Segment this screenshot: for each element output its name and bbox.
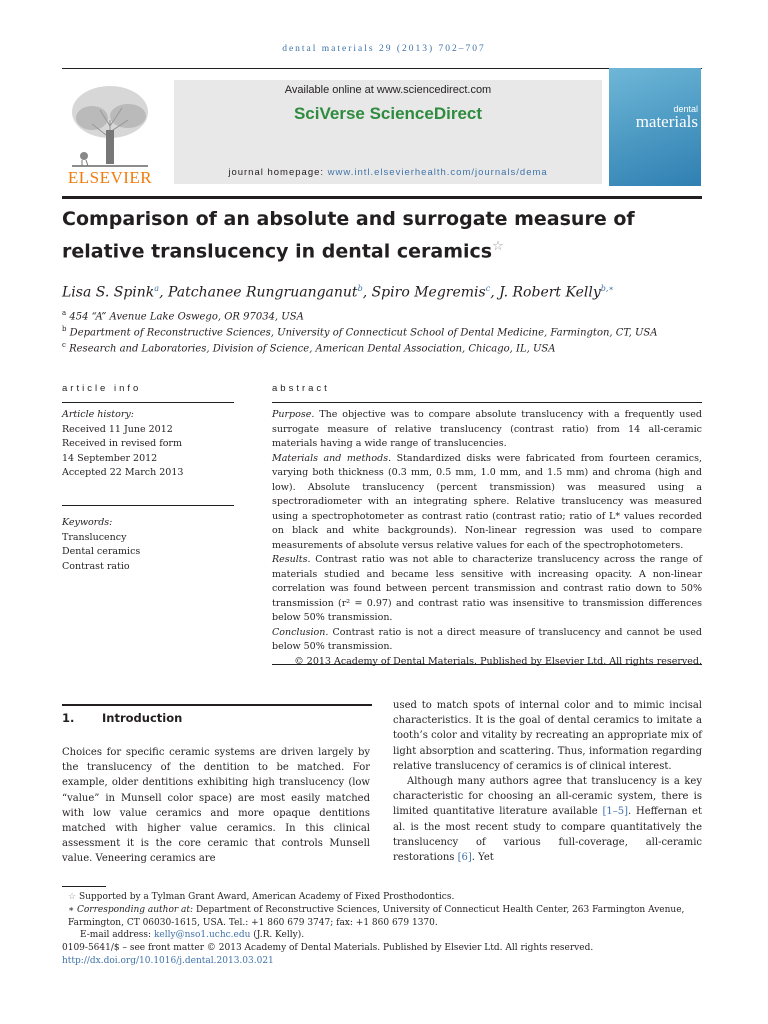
methods-text: Standardized disks were fabricated from fourteen ceramics, varying both thickness (0.3 mm, 0.5 mm, 1.0 mm, and 1.5 mm) and chroma (high and low). Absolute translucency (percent transmission) was measured using a spectroradiometer with an integrating sphere. Relative translucency was measured using a spectrophotometer as contrast ratio (contrast ratio; ratio of L* values recorded on black and white backgrounds). Non-linear regression was used to compare measurements of absolute versus relative values for each of the spectrophotometers.: [272, 452, 702, 551]
article-info-heading: article info: [62, 383, 142, 394]
author-name: Lisa S. Spink: [62, 284, 155, 301]
section-heading: [62, 711, 372, 725]
section-title: Introduction: [102, 711, 183, 725]
author-affil-mark[interactable]: c: [485, 284, 491, 293]
cover-dental-label: dental: [673, 104, 698, 114]
author-sep: ,: [362, 284, 372, 301]
article-title-text: Comparison of an absolute and surrogate measure of relative translucency in dental ceramics: [62, 208, 635, 263]
keywords-block: [62, 516, 242, 574]
title-footnote-mark[interactable]: ☆: [492, 239, 504, 254]
purpose-text: The objective was to compare absolute translucency with a frequently used surrogate measure of relative translucency (contrast ratio) from 14 all-ceramic materials having a wide range of translucencies.: [272, 409, 702, 449]
email-label: E-mail address:: [80, 930, 154, 941]
author-sep: ,: [159, 284, 168, 301]
corresponding-mark: ∗: [68, 904, 75, 915]
article-title: [62, 206, 702, 265]
doi-link[interactable]: http://dx.doi.org/10.1016/j.dental.2013.03.021: [62, 955, 274, 966]
abstract-bottom-rule: [272, 664, 702, 665]
footnote-rule: [62, 886, 106, 887]
elsevier-wordmark: ELSEVIER: [67, 168, 153, 187]
email-link[interactable]: kelly@nso1.uchc.edu: [153, 930, 251, 941]
author-affil-mark[interactable]: b: [357, 284, 363, 293]
purpose-label: Purpose.: [272, 409, 315, 420]
corresponding-text: Department of Reconstructive Sciences, University of Connecticut Health Center, 263 Farmington Avenue, Farmington, CT 06030-1615, USA. Tel.: +1 860 679 3747; fax: +1 860 679 1370.: [68, 904, 685, 928]
homepage-link[interactable]: www.intl.elsevierhealth.com/journals/dema: [327, 167, 548, 178]
results-label: Results.: [272, 554, 311, 565]
intro-rule: [62, 704, 372, 706]
intro-paragraph: used to match spots of internal color and to mimic incisal characteristics. It is the goal of dental ceramics to imitate a tooth’s color and vitality by recreating an appropriate mix of light absorption and scattering. Thus, information regarding relative translucency of ceramics is of clinical interest.: [393, 700, 702, 772]
corresponding-label: Corresponding author at:: [77, 904, 194, 915]
keywords-label: Keywords:: [62, 517, 113, 528]
methods-label: Materials and methods.: [272, 452, 392, 464]
intro-text: . Yet: [471, 852, 494, 864]
keyword: Translucency: [62, 531, 127, 543]
affiliation-mark: c: [62, 341, 66, 349]
section-number: 1.: [62, 711, 75, 725]
history-item: Received 11 June 2012: [62, 423, 173, 435]
history-item: 14 September 2012: [62, 452, 158, 464]
affiliation: [62, 325, 702, 338]
author-name: Patchanee Rungruanganut: [167, 284, 358, 301]
cover-materials-label: materials: [635, 112, 698, 131]
affiliation-text: Research and Laboratories, Division of Science, American Dental Association, Chicago, IL, USA: [69, 343, 556, 355]
issn-line: 0109-5641/$ – see front matter © 2013 Academy of Dental Materials. Published by Elsevier Ltd. All rights reserved.: [62, 943, 594, 954]
author-name: Spiro Megremis: [371, 284, 486, 301]
affiliation: [62, 309, 702, 322]
affiliation-text: 454 “A” Avenue Lake Oswego, OR 97034, USA: [69, 311, 304, 323]
history-item: Received in revised form: [62, 438, 182, 449]
keywords-rule: [62, 505, 234, 506]
citation-link[interactable]: [1–5]: [602, 806, 629, 818]
top-rule: [62, 68, 702, 69]
intro-paragraph: [393, 774, 702, 865]
abstract-body: [272, 408, 702, 669]
homepage-prefix: journal homepage:: [228, 167, 328, 178]
intro-left-column: Choices for specific ceramic systems are driven largely by the translucency of the dentition to be matched. For example, older dentitions exhibiting high translucency (low “value” in Munsell color space) are most easily matched with low value ceramics and more opaque dentitions matched with higher value ceramics. In this clinical assessment it is the core ceramic that controls Munsell value. Veneering ceramics are: [62, 747, 370, 865]
support-note: Supported by a Tylman Grant Award, American Academy of Fixed Prosthodontics.: [78, 892, 455, 902]
author-list: [62, 284, 702, 301]
author-affil-mark[interactable]: a: [154, 284, 160, 293]
abstract-heading: abstract: [272, 383, 330, 394]
keyword: Contrast ratio: [62, 560, 130, 572]
intro-right-column: [393, 698, 702, 865]
footnotes: [62, 891, 702, 968]
journal-homepage: [174, 167, 602, 178]
citation-link[interactable]: [6]: [457, 852, 472, 864]
available-prefix: Available online at: [284, 84, 377, 96]
footnote-star-mark: ☆: [68, 892, 77, 902]
results-text: Contrast ratio was not able to characterize translucency across the range of materials studied and became less sensitive with increasing opacity. A non-linear correlation was found between percent transmission and contrast ratio down to 50% transmission (r² = 0.97) and contrast ratio was insensitive to transmission differences below 50% transmission.: [272, 554, 702, 623]
intro-text: . Heffernan et al. is the most recent study to compare quantitatively the translucency of various full-coverage, all-ceramic restorations: [393, 806, 702, 864]
conclusion-label: Conclusion.: [272, 626, 329, 638]
sciencedirect-link[interactable]: www.sciencedirect.com: [376, 84, 492, 96]
affiliation-text: Department of Reconstructive Sciences, University of Connecticut School of Dental Medicine, Farmington, CT, USA: [69, 327, 658, 339]
conclusion-text: Contrast ratio is not a direct measure of translucency and cannot be used below 50% transmission.: [272, 626, 702, 652]
affiliation-mark: a: [62, 309, 67, 317]
sciverse-logo: SciVerse ScienceDirect: [293, 104, 483, 123]
article-info-rule: [62, 402, 234, 403]
article-history: [62, 408, 242, 481]
journal-citation: dental materials 29 (2013) 702–707: [282, 44, 486, 54]
history-item: Accepted 22 March 2013: [62, 467, 184, 478]
keyword: Dental ceramics: [62, 546, 141, 557]
abstract-copyright: © 2013 Academy of Dental Materials. Published by Elsevier Ltd. All rights reserved.: [294, 655, 702, 667]
email-suffix: (J.R. Kelly).: [250, 930, 305, 941]
affiliation-mark: b: [62, 325, 67, 333]
abstract-rule: [272, 402, 702, 403]
author-affil-mark[interactable]: b,∗: [600, 284, 614, 293]
affiliation: [62, 341, 702, 354]
intro-text: Although many authors agree that translucency is a key characteristic for choosing an all-ceramic system, there is limited quantitative literature available: [393, 776, 702, 818]
history-label: Article history:: [62, 409, 134, 420]
author-name: J. Robert Kelly: [499, 284, 601, 301]
author-sep: ,: [490, 284, 500, 301]
header-rule: [62, 196, 702, 199]
available-online: [174, 84, 602, 96]
